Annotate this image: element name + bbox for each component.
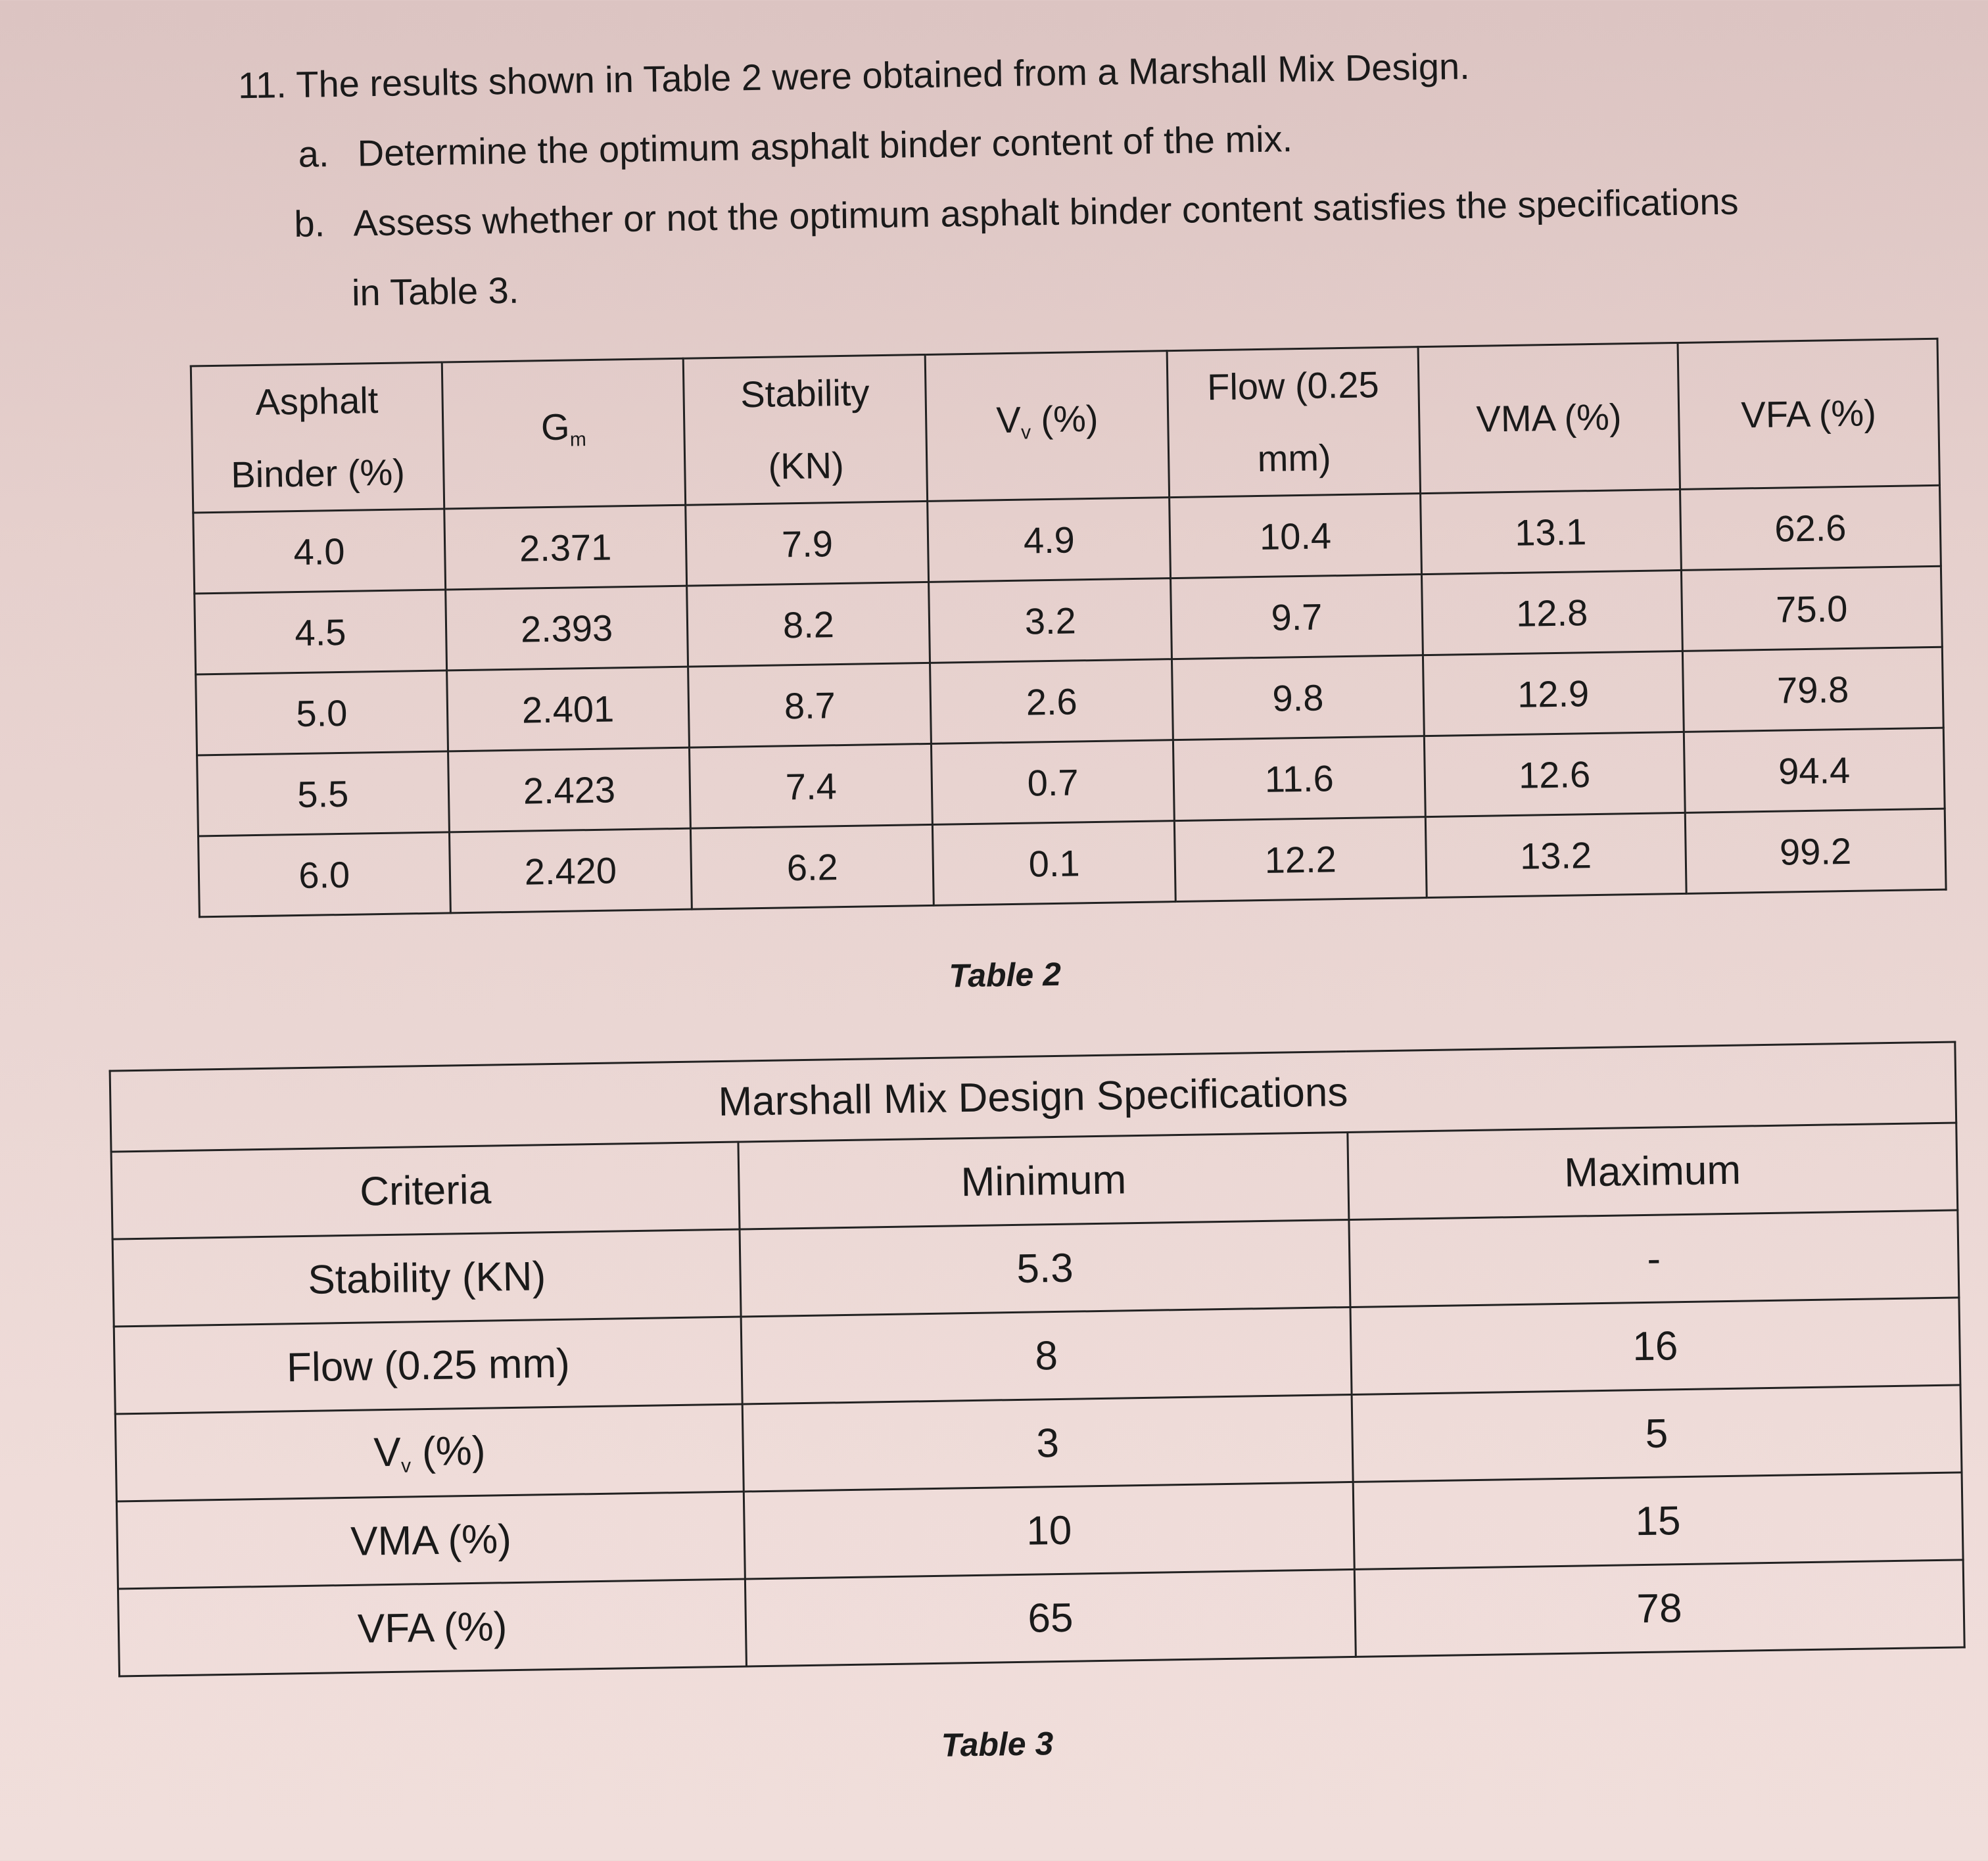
- cell-gm: 2.371: [444, 505, 687, 590]
- header-text: mm): [1257, 436, 1332, 480]
- cell-vfa: 94.4: [1684, 728, 1945, 813]
- header-text: VMA (%): [1476, 396, 1622, 440]
- cell-criteria: VFA (%): [118, 1579, 746, 1676]
- cell-vma: 12.9: [1423, 651, 1684, 736]
- cell-flow: 11.6: [1173, 736, 1425, 821]
- cell-minimum: 3: [743, 1394, 1353, 1492]
- cell-binder: 5.0: [196, 671, 448, 755]
- cell-maximum: 15: [1353, 1472, 1963, 1570]
- cell-gm: 2.420: [449, 828, 692, 913]
- header-gm: [442, 358, 686, 509]
- cell-stability: 8.2: [687, 582, 930, 667]
- header-maximum: Maximum: [1347, 1123, 1957, 1220]
- cell-vma: 13.1: [1420, 489, 1681, 574]
- cell-stability: 6.2: [691, 824, 934, 909]
- cell-binder: 6.0: [199, 832, 450, 917]
- header-stability: [684, 354, 928, 505]
- header-text: VFA (%): [1740, 392, 1877, 436]
- cell-flow: 10.4: [1170, 494, 1421, 578]
- table-2-caption: Table 2: [949, 955, 1062, 995]
- header-text: Asphalt: [255, 379, 379, 423]
- header-subscript: m: [569, 429, 587, 451]
- cell-maximum: -: [1349, 1210, 1959, 1307]
- item-letter: a.: [298, 133, 329, 175]
- cell-binder: 5.5: [197, 751, 449, 836]
- cell-stability: 7.4: [690, 743, 933, 828]
- header-criteria: Criteria: [111, 1142, 740, 1239]
- question-item-a: [298, 120, 1292, 173]
- cell-maximum: 16: [1350, 1298, 1960, 1395]
- header-vma: [1418, 342, 1680, 493]
- header-text: Flow (0.25: [1206, 364, 1380, 408]
- table-3: [109, 1041, 1966, 1677]
- header-subscript: v: [1020, 421, 1031, 444]
- cell-vma: 12.8: [1421, 570, 1682, 655]
- cell-vfa: 62.6: [1680, 485, 1941, 570]
- cell-maximum: 78: [1354, 1560, 1964, 1657]
- cell-vv: 2.6: [930, 659, 1173, 744]
- header-flow: [1167, 347, 1420, 498]
- criteria-text: V: [373, 1429, 402, 1476]
- cell-vfa: 79.8: [1682, 647, 1943, 732]
- cell-criteria: Stability (KN): [112, 1229, 741, 1327]
- cell-binder: 4.5: [195, 590, 446, 674]
- cell-vfa: 75.0: [1681, 566, 1942, 651]
- cell-flow: 9.8: [1172, 655, 1424, 740]
- cell-criteria: Flow (0.25 mm): [114, 1317, 742, 1414]
- header-text: Stability: [740, 371, 870, 415]
- cell-flow: 9.7: [1171, 575, 1423, 659]
- cell-gm: 2.401: [446, 667, 690, 751]
- cell-vma: 13.2: [1425, 813, 1686, 897]
- cell-minimum: 8: [741, 1307, 1351, 1404]
- header-text: (KN): [768, 444, 845, 487]
- cell-binder: 4.0: [193, 509, 445, 594]
- cell-minimum: 5.3: [740, 1220, 1350, 1317]
- header-asphalt-binder: [191, 362, 444, 513]
- table-title: Marshall Mix Design Specifications: [110, 1042, 1956, 1152]
- cell-minimum: 10: [744, 1482, 1354, 1579]
- header-vfa: [1678, 339, 1940, 489]
- criteria-subscript: v: [400, 1455, 412, 1477]
- cell-maximum: 5: [1352, 1385, 1962, 1482]
- cell-criteria: [115, 1404, 744, 1501]
- question-text: 11. The results shown in Table 2 were obtained from a Marshall Mix Design.: [237, 45, 1471, 106]
- criteria-unit: (%): [410, 1428, 486, 1475]
- cell-vv: 4.9: [928, 498, 1171, 582]
- cell-vfa: 99.2: [1685, 809, 1946, 893]
- header-minimum: Minimum: [738, 1133, 1348, 1230]
- cell-vv: 0.7: [932, 740, 1175, 825]
- cell-criteria: VMA (%): [116, 1492, 745, 1589]
- cell-vv: 3.2: [929, 578, 1172, 663]
- cell-vma: 12.6: [1424, 732, 1685, 816]
- cell-stability: 8.7: [688, 663, 932, 747]
- header-vv: [925, 351, 1169, 502]
- cell-gm: 2.393: [445, 586, 688, 671]
- cell-minimum: 65: [746, 1569, 1356, 1666]
- item-letter: b.: [293, 202, 325, 245]
- header-text: G: [540, 406, 571, 448]
- table-header-row: [191, 339, 1939, 513]
- cell-flow: 12.2: [1175, 817, 1427, 902]
- cell-vv: 0.1: [933, 821, 1176, 906]
- item-text: Assess whether or not the optimum asphalt binder content satisfies the specifications: [352, 180, 1739, 244]
- cell-stability: 7.9: [686, 501, 929, 586]
- table-3-caption: Table 3: [941, 1725, 1054, 1764]
- question-item-b: [293, 180, 1739, 245]
- cell-gm: 2.423: [448, 747, 691, 832]
- question-block: [237, 29, 1920, 314]
- header-text: V: [995, 398, 1022, 441]
- header-text: (%): [1030, 397, 1099, 440]
- item-text: Determine the optimum asphalt binder content of the mix.: [357, 118, 1293, 174]
- question-item-b-continuation: in Table 3.: [351, 269, 519, 314]
- table-2: [190, 338, 1947, 918]
- header-text: Binder (%): [230, 451, 406, 496]
